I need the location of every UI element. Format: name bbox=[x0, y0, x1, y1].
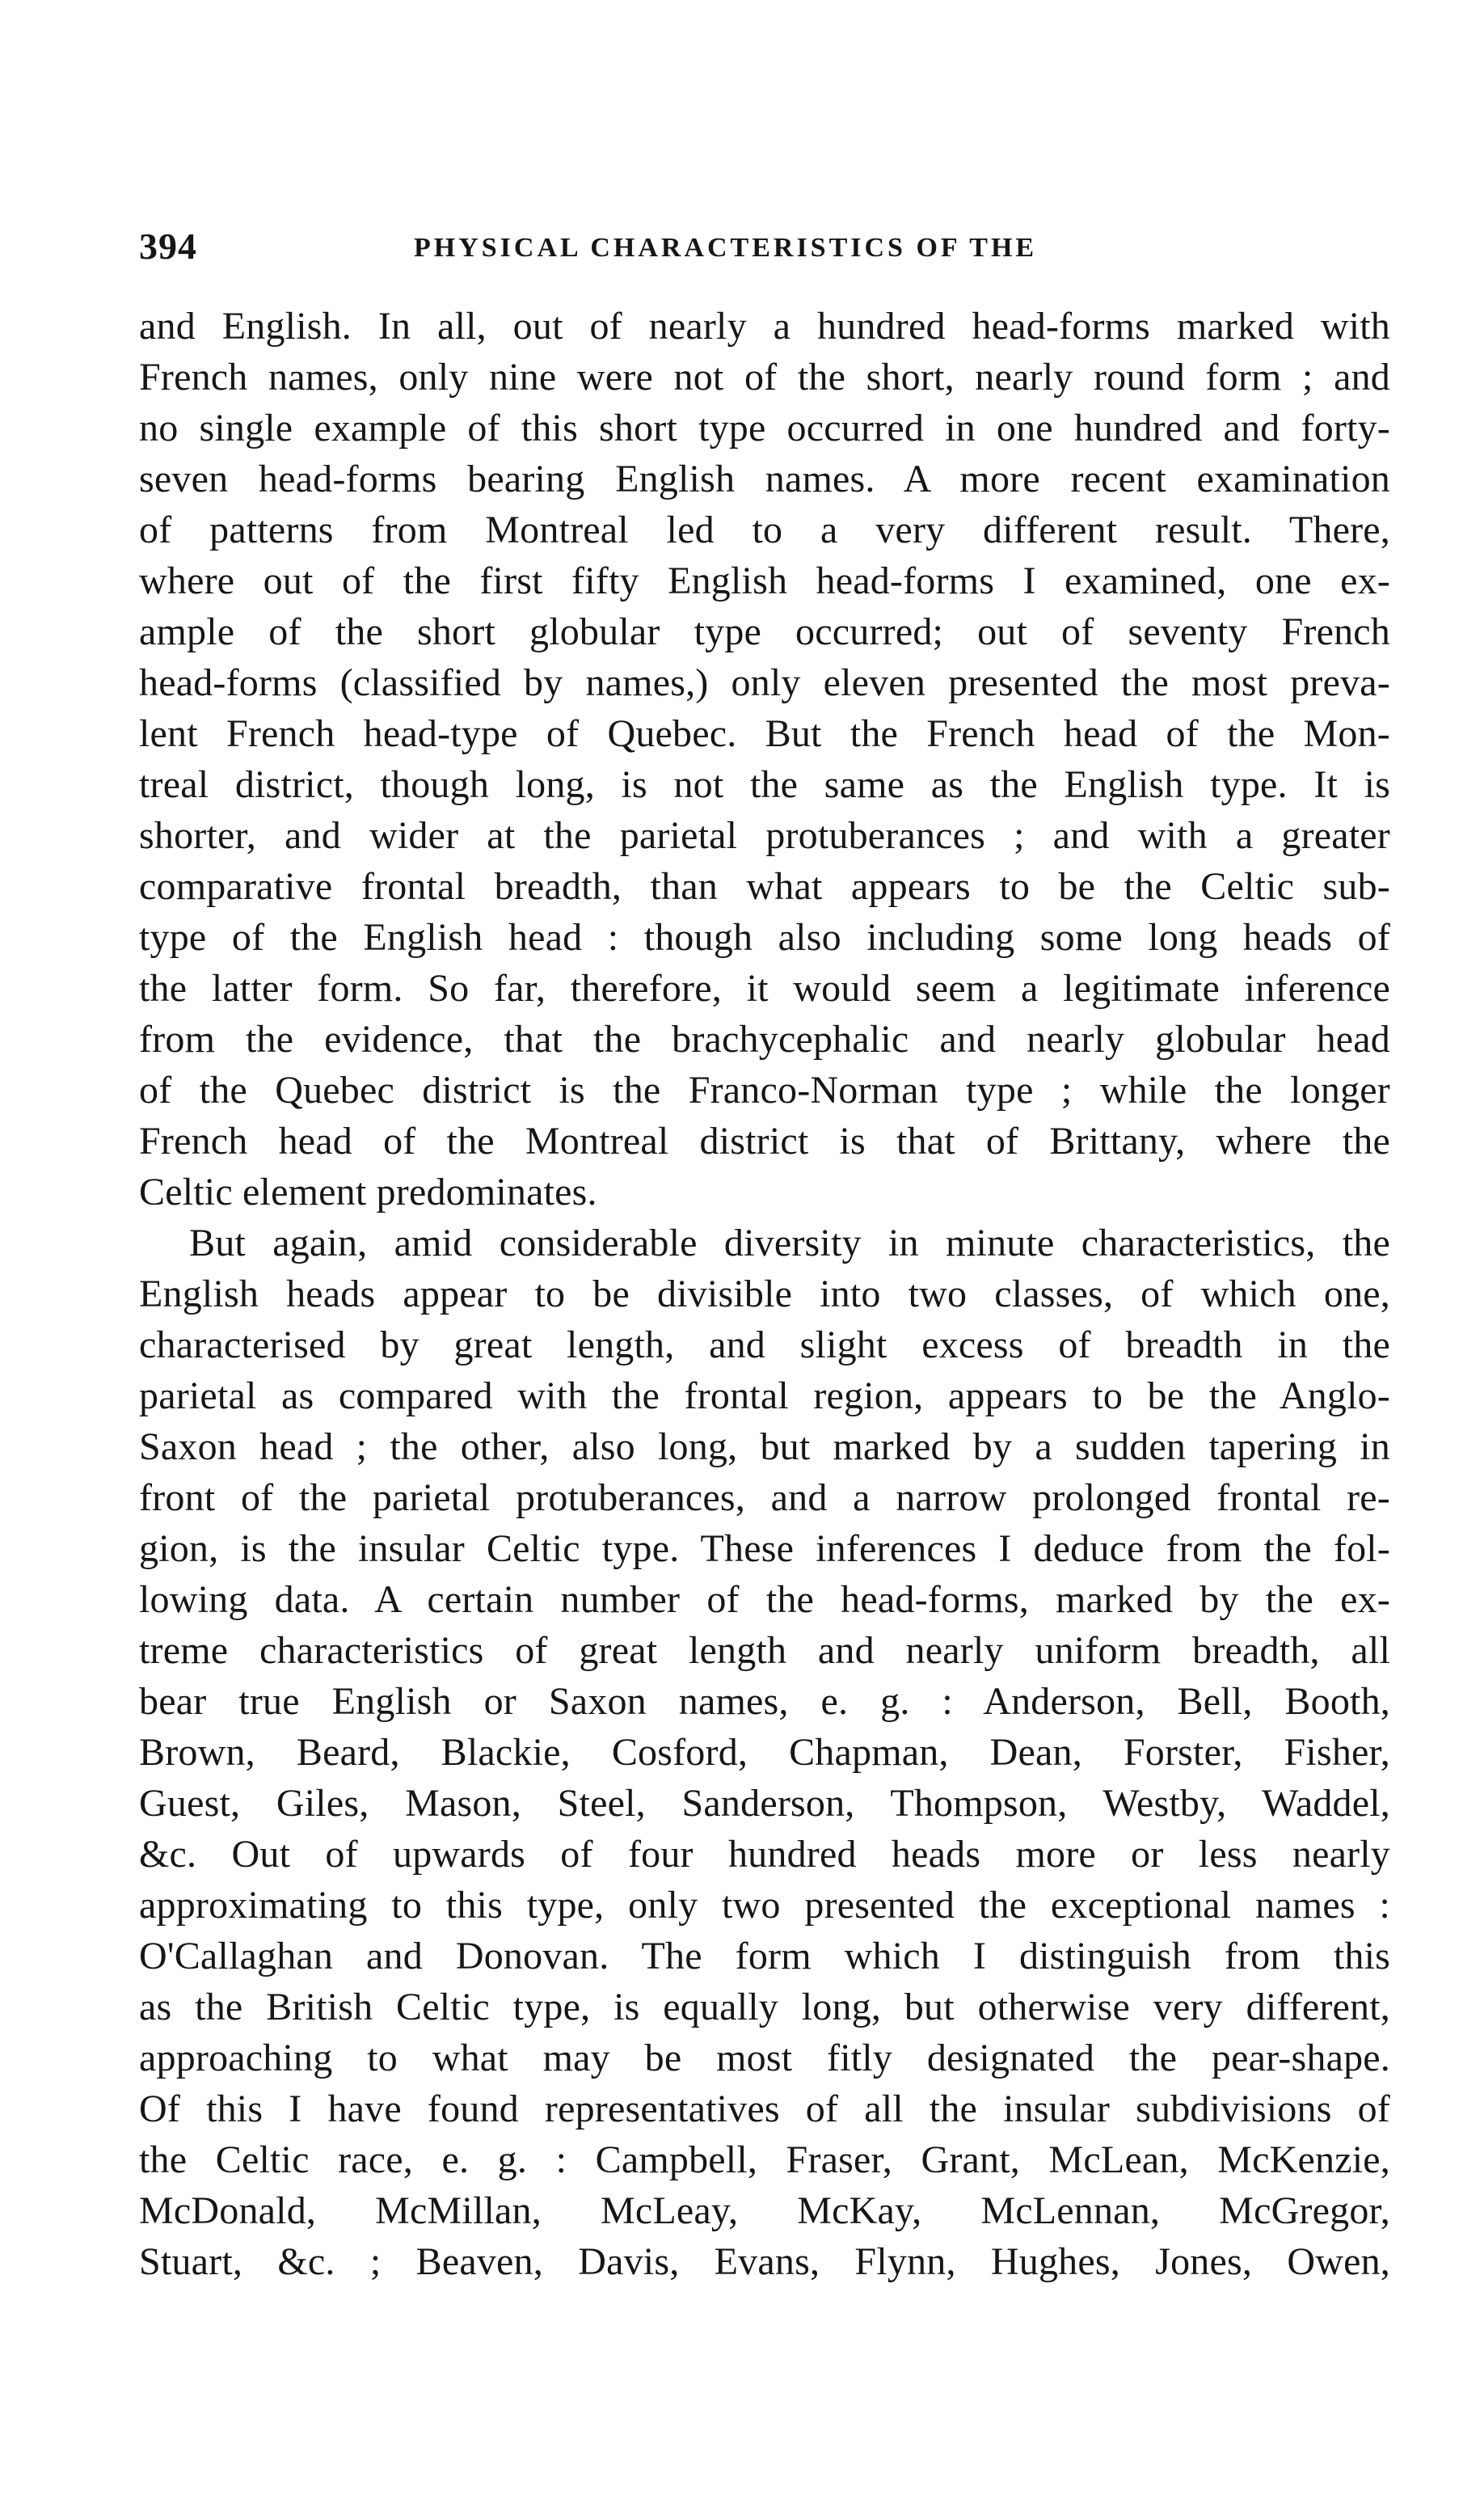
text-line: lent French head-type of Quebec. But the French head of the Mon- bbox=[139, 712, 1390, 755]
text-line: comparative frontal breadth, than what appears to be the Celtic sub- bbox=[139, 865, 1390, 908]
text-line: of patterns from Montreal led to a very different result. There, bbox=[139, 509, 1390, 551]
text-line: Of this I have found representatives of all the insular subdivisions of bbox=[139, 2087, 1390, 2130]
text-line: the Celtic race, e. g. : Campbell, Fraser, Grant, McLean, McKenzie, bbox=[139, 2138, 1390, 2181]
text-line: bear true English or Saxon names, e. g. : Anderson, Bell, Booth, bbox=[139, 1680, 1390, 1723]
page-number: 394 bbox=[139, 226, 197, 267]
text-line: where out of the first fifty English head-forms I examined, one ex- bbox=[139, 559, 1390, 602]
text-line: But again, amid considerable diversity in minute characteristics, the bbox=[189, 1222, 1390, 1264]
text-line: treal district, though long, is not the same as the English type. It is bbox=[139, 763, 1390, 806]
paragraph-2 bbox=[139, 1218, 1390, 2287]
text-line: approximating to this type, only two presented the exceptional names : bbox=[139, 1884, 1390, 1927]
text-line: no single example of this short type occurred in one hundred and forty- bbox=[139, 407, 1390, 450]
text-line: the latter form. So far, therefore, it would seem a legitimate inference bbox=[139, 967, 1390, 1010]
text-line: French names, only nine were not of the short, nearly round form ; and bbox=[139, 356, 1390, 399]
running-title: PHYSICAL CHARACTERISTICS OF THE bbox=[414, 233, 1038, 263]
text-line: Brown, Beard, Blackie, Cosford, Chapman, Dean, Forster, Fisher, bbox=[139, 1731, 1390, 1774]
text-line: head-forms (classified by names,) only eleven presented the most preva- bbox=[139, 661, 1390, 704]
text-line: of the Quebec district is the Franco-Norman type ; while the longer bbox=[139, 1069, 1390, 1112]
text-line: front of the parietal protuberances, and a narrow prolonged frontal re- bbox=[139, 1476, 1390, 1519]
body-text bbox=[139, 301, 1390, 2287]
text-line: French head of the Montreal district is that of Brittany, where the bbox=[139, 1120, 1390, 1163]
text-line: type of the English head : though also including some long heads of bbox=[139, 916, 1390, 959]
text-line: and English. In all, out of nearly a hundred head-forms marked with bbox=[139, 305, 1390, 348]
text-line: O'Callaghan and Donovan. The form which I distinguish from this bbox=[139, 1935, 1390, 1978]
text-line: gion, is the insular Celtic type. These inferences I deduce from the fol- bbox=[139, 1527, 1390, 1570]
running-head bbox=[139, 225, 1390, 273]
text-line: approaching to what may be most fitly designated the pear-shape. bbox=[139, 2037, 1390, 2079]
text-line: from the evidence, that the brachycephalic and nearly globular head bbox=[139, 1018, 1390, 1061]
text-line: treme characteristics of great length and nearly uniform breadth, all bbox=[139, 1629, 1390, 1672]
text-line: &c. Out of upwards of four hundred heads more or less nearly bbox=[139, 1833, 1390, 1876]
text-line: English heads appear to be divisible into two classes, of which one, bbox=[139, 1273, 1390, 1315]
text-line: Guest, Giles, Mason, Steel, Sanderson, Thompson, Westby, Waddel, bbox=[139, 1782, 1390, 1825]
text-line: shorter, and wider at the parietal protuberances ; and with a greater bbox=[139, 814, 1390, 857]
text-line: lowing data. A certain number of the head-forms, marked by the ex- bbox=[139, 1578, 1390, 1621]
text-line: McDonald, McMillan, McLeay, McKay, McLennan, McGregor, bbox=[139, 2189, 1390, 2232]
text-line: parietal as compared with the frontal region, appears to be the Anglo- bbox=[139, 1374, 1390, 1417]
text-line: as the British Celtic type, is equally long, but otherwise very different, bbox=[139, 1986, 1390, 2028]
paragraph-1 bbox=[139, 301, 1390, 1218]
text-line: seven head-forms bearing English names. A more recent examination bbox=[139, 458, 1390, 500]
text-line: Saxon head ; the other, also long, but marked by a sudden tapering in bbox=[139, 1425, 1390, 1468]
text-line: Celtic element predominates. bbox=[139, 1171, 597, 1214]
text-line: Stuart, &c. ; Beaven, Davis, Evans, Flynn, Hughes, Jones, Owen, bbox=[139, 2240, 1390, 2283]
text-line: ample of the short globular type occurred; out of seventy French bbox=[139, 610, 1390, 653]
text-line: characterised by great length, and slight excess of breadth in the bbox=[139, 1323, 1390, 1366]
